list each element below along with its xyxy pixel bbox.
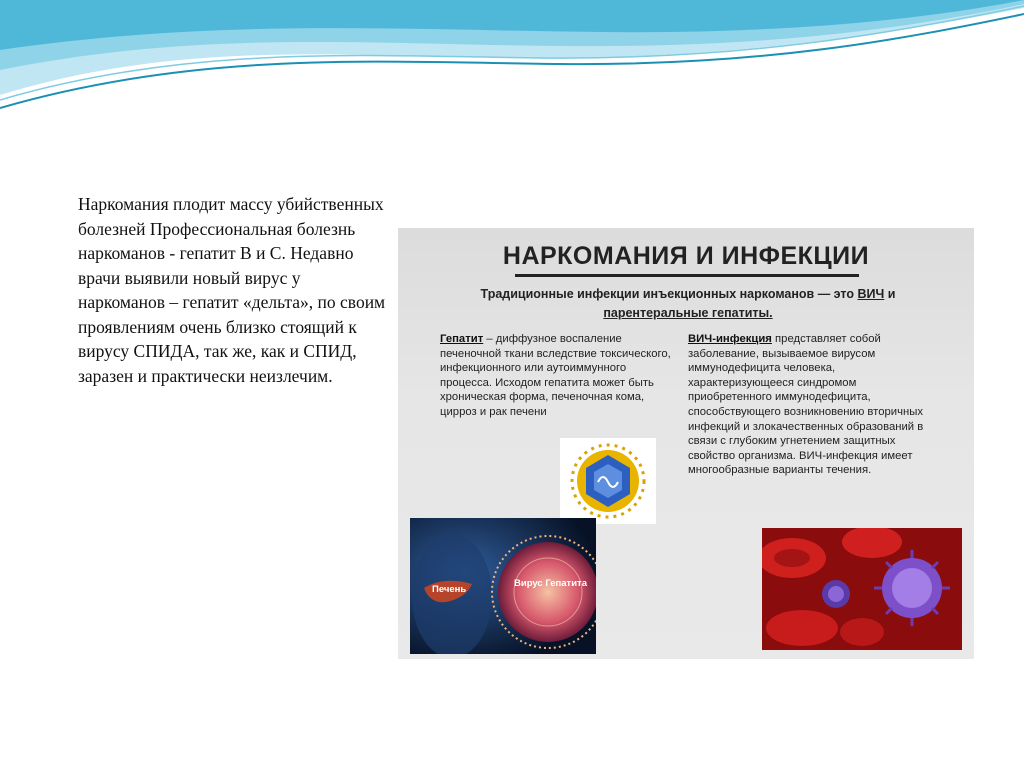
image-subtitle: Традиционные инфекции инъекционных наркоманов — это ВИЧ и парентеральные гепатиты. [480, 287, 896, 320]
image-title: НАРКОМАНИЯ И ИНФЕКЦИИ [502, 242, 870, 270]
hiv-description: ВИЧ-инфекция представляет собой заболевание, вызываемое вирусом иммунодефицита человека, характеризующееся синдромом приобретенного иммунодефицита, способствующего возникновению вторичных инфекций и злокачественных образований в связи с глубоким угнетением защитных свойство организма. ВИЧ-инфекция имеет многообразные варианты течения. [688, 333, 924, 477]
virus-label: Вирус Гепатита [514, 578, 587, 589]
main-text: Наркомания плодит массу убийственных болезней Профессиональная болезнь наркоманов - гепатит В и С. Недавно врачи выявили новый вирус у наркоманов – гепатит «дельта», по своим проявлениям очень близко стоящий к вирусу СПИДА, так же, как и СПИД, заразен и практически неизлечим. [78, 194, 386, 386]
liver-virus-picture [410, 518, 596, 654]
liver-label: Печень [432, 584, 467, 595]
blood-cells-picture [762, 528, 962, 650]
decorative-wave-header [0, 0, 1024, 120]
infographic-image [398, 228, 974, 659]
title-underline [515, 274, 859, 277]
hepatitis-description: Гепатит – диффузное воспаление печеночной ткани вследствие токсического, инфекционного или аутоиммунного процесса. Исходом гепатита может быть хроническая форма, печеночная кома, цирроз и рак печени [440, 333, 671, 418]
virus-model-picture [560, 438, 656, 524]
